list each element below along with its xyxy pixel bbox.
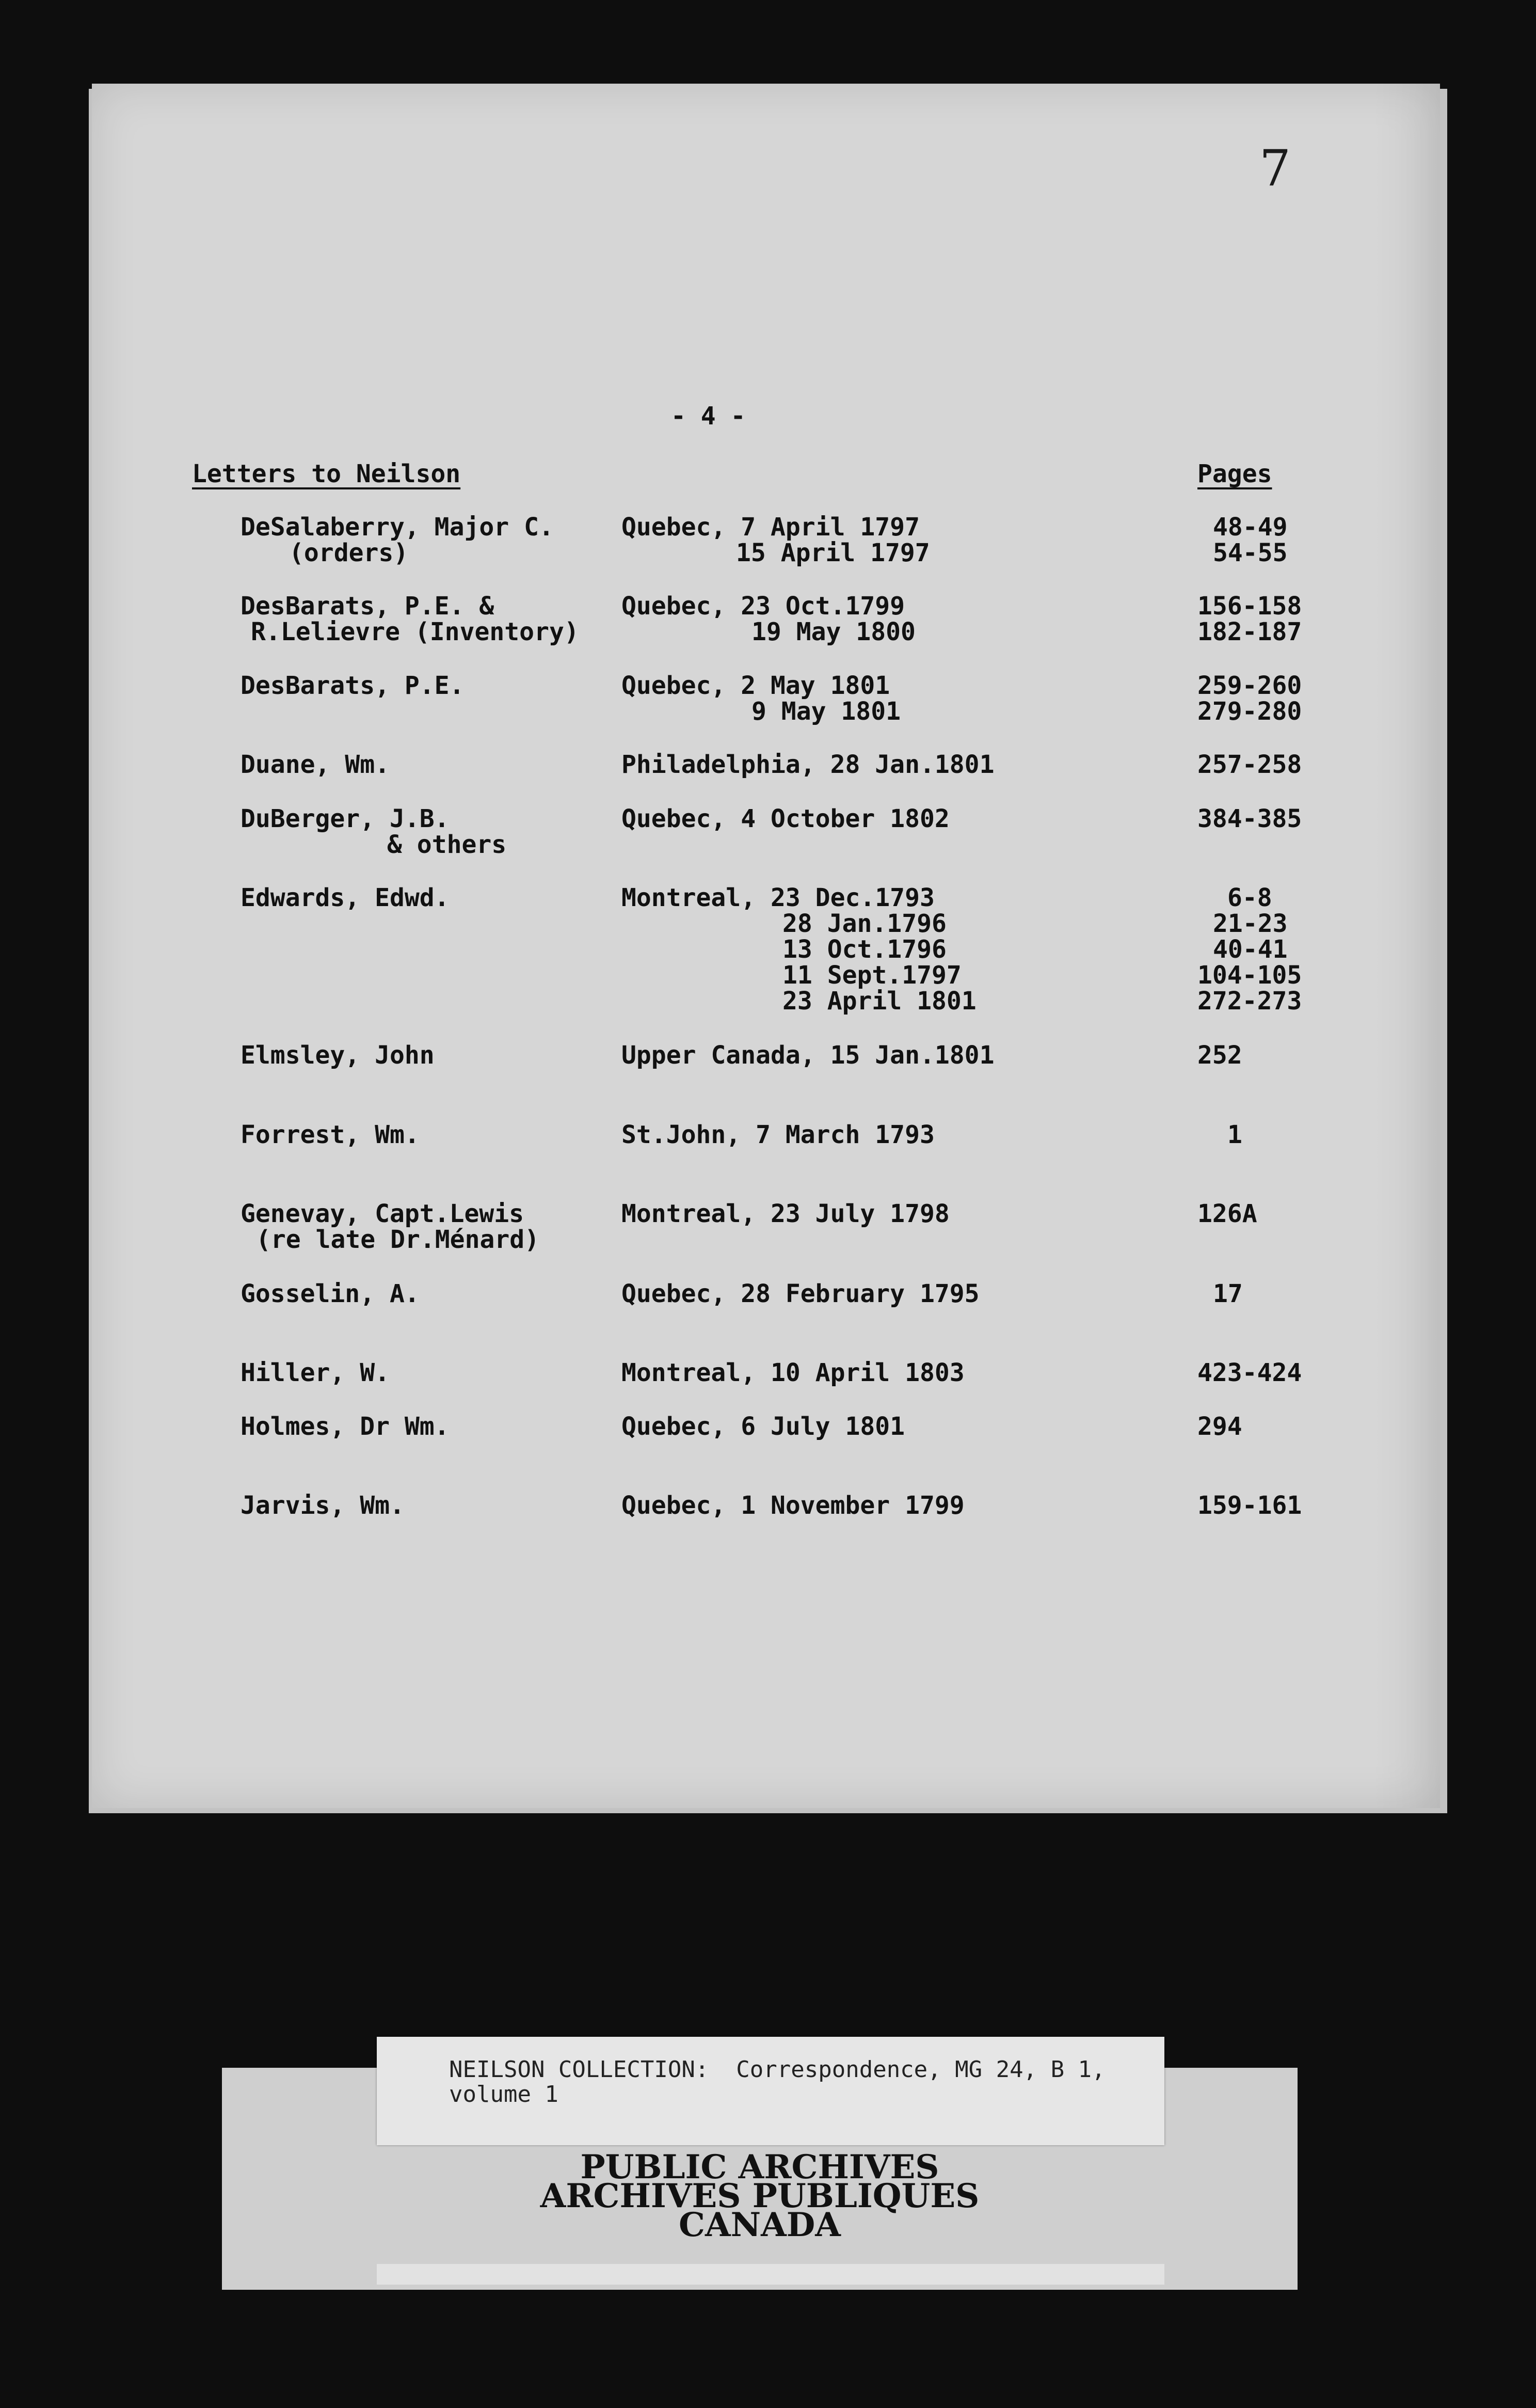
entry-name: Jarvis, Wm. (241, 1491, 405, 1520)
archives-stamp (222, 2148, 1298, 2244)
entry-place: Quebec, 28 February 1795 (621, 1279, 980, 1308)
entry-place-line2: 9 May 1801 (751, 697, 901, 726)
collection-label-line2: volume 1 (449, 2081, 558, 2108)
entry-place: Philadelphia, 28 Jan.1801 (621, 750, 995, 779)
entry-pages: 159-161 (1197, 1491, 1302, 1520)
stamp-line3: CANADA (679, 2206, 841, 2244)
collection-label-line1: NEILSON COLLECTION: Correspondence, MG 24, B 1, (449, 2056, 1106, 2083)
entry-pages-line: 104-105 (1197, 961, 1302, 990)
entry-pages-line2: 54-55 (1213, 538, 1288, 567)
entry-place: Quebec, 1 November 1799 (621, 1491, 965, 1520)
entry-name-line2: (orders) (289, 538, 409, 567)
entry-pages-line: 272-273 (1197, 987, 1302, 1016)
entry-name: Holmes, Dr Wm. (241, 1412, 450, 1441)
entry-place: Upper Canada, 15 Jan.1801 (621, 1041, 995, 1070)
entry-pages: 294 (1197, 1412, 1242, 1441)
entry-pages: 156-158 (1197, 592, 1302, 621)
entry-place-line: 23 April 1801 (782, 987, 977, 1016)
entry-pages-line2: 279-280 (1197, 697, 1302, 726)
entry-name: DesBarats, P.E. (241, 671, 465, 700)
stamp-line1: PUBLIC ARCHIVES (580, 2148, 939, 2187)
entry-name: Forrest, Wm. (241, 1120, 420, 1149)
page-marker: - 4 - (671, 402, 746, 431)
entry-pages: 257-258 (1197, 750, 1302, 779)
heading-letters: Letters to Neilson (192, 460, 461, 488)
entry-place-line: 11 Sept.1797 (782, 961, 962, 990)
entry-place: Montreal, 10 April 1803 (621, 1358, 965, 1387)
entry-place: St.John, 7 March 1793 (621, 1120, 935, 1149)
entry-name: Gosselin, A. (241, 1279, 420, 1308)
entry-place: Quebec, 23 Oct.1799 (621, 592, 905, 621)
entry-name: DuBerger, J.B. (241, 804, 450, 833)
entry-pages: 17 (1213, 1279, 1243, 1308)
entry-pages-line: 40-41 (1213, 935, 1288, 964)
entry-pages: 259-260 (1197, 671, 1302, 700)
handwritten-page-number: 7 (1259, 139, 1291, 197)
entry-name-line2: R.Lelievre (Inventory) (251, 617, 579, 646)
entry-name-line2: & others (387, 830, 507, 859)
entry-place: Montreal, 23 July 1798 (621, 1199, 950, 1228)
entry-place-line: 28 Jan.1796 (782, 909, 947, 938)
entry-place: Quebec, 4 October 1802 (621, 804, 950, 833)
entry-name: Genevay, Capt.Lewis (241, 1199, 524, 1228)
entry-name: DesBarats, P.E. & (241, 592, 494, 621)
entry-place: Quebec, 2 May 1801 (621, 671, 890, 700)
collection-label-text (449, 2057, 1106, 2107)
entry-place: Quebec, 7 April 1797 (621, 513, 920, 542)
entry-pages: 423-424 (1197, 1358, 1302, 1387)
entry-pages: 6-8 (1227, 883, 1272, 912)
stamp-line2: ARCHIVES PUBLIQUES (540, 2177, 980, 2215)
entry-name: Hiller, W. (241, 1358, 390, 1387)
entry-name: Duane, Wm. (241, 750, 390, 779)
entry-name: Edwards, Edwd. (241, 883, 450, 912)
entry-place-line: 13 Oct.1796 (782, 935, 947, 964)
entry-pages: 126A (1197, 1199, 1257, 1228)
entry-pages: 1 (1227, 1120, 1242, 1149)
entry-place: Montreal, 23 Dec.1793 (621, 883, 935, 912)
entry-name: DeSalaberry, Major C. (241, 513, 554, 542)
entry-name: Elmsley, John (241, 1041, 435, 1070)
page-edge (1373, 84, 1440, 1808)
entry-pages: 48-49 (1213, 513, 1288, 542)
entry-place-line2: 15 April 1797 (736, 538, 930, 567)
entry-pages: 384-385 (1197, 804, 1302, 833)
entry-name-line2: (re late Dr.Ménard) (256, 1225, 540, 1254)
label-bottom-strip (377, 2264, 1164, 2285)
entry-place-line2: 19 May 1800 (751, 617, 916, 646)
entry-place: Quebec, 6 July 1801 (621, 1412, 905, 1441)
heading-pages: Pages (1197, 460, 1272, 488)
entry-pages-line2: 182-187 (1197, 617, 1302, 646)
entry-pages-line: 21-23 (1213, 909, 1288, 938)
entry-pages: 252 (1197, 1041, 1242, 1070)
